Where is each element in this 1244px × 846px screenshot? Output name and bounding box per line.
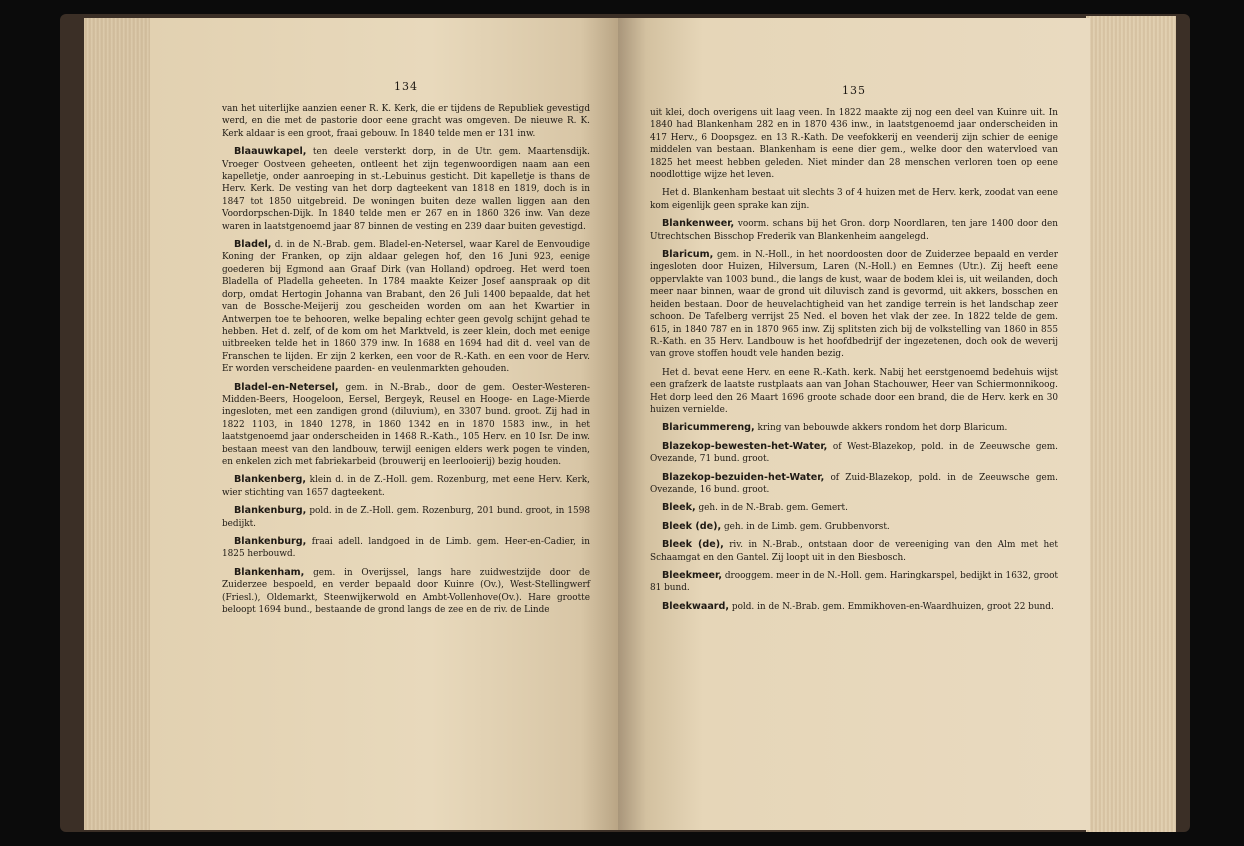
entry-headword: Bleek, bbox=[662, 502, 696, 514]
dictionary-entry bbox=[222, 474, 590, 499]
entry-text: ten deele versterkt dorp, in de Utr. gem. Maartensdijk. Vroeger Oostveen geheeten, ontleent het zijn tegenwoordigen naam aan een kapelletje, onder aanroeping in st.-Lebuinus gesticht. Dit kapelletje is thans de Herv. Kerk. De vesting van het dorp dagteekent van 1818 en 1819, doch is in 1847 tot 1850 uitgebreid. De woningen buiten deze wallen liggen aan den Voordorpschen-Dijk. In 1840 telde men er 267 en in 1860 326 inw. Van deze waren in laatstgenoemd jaar 87 binnen de vesting en 239 daar buiten gevestigd. bbox=[222, 147, 590, 232]
left-page-edges bbox=[84, 18, 154, 830]
dictionary-entry bbox=[650, 601, 1058, 613]
entry-text: riv. in N.-Brab., ontstaan door de vereeniging van den Alm met het Schaamgat en den Gantel. Zij loopt uit in den Biesbosch. bbox=[650, 540, 1059, 563]
entry-text: pold. in de Z.-Holl. gem. Rozenburg, 201 bund. groot, in 1598 bedijkt. bbox=[222, 506, 590, 529]
right-page bbox=[618, 18, 1090, 830]
entry-text: uit klei, doch overigens uit laag veen. In 1822 maakte zij nog een deel van Kuinre uit. In 1840 had Blankenham 282 en in 1870 436 inw., in laatstgenoemd jaar onderscheiden in 417 Herv., 6 Doopsgez. en 13 R.-Kath. De veefokkerij en veenderij zijn schier de eenige middelen van bestaan. Blankenham is eene dier gem., welke door den watervloed van 1825 het meest hebben geleden. Niet minder dan 28 menschen verloren toen op eene noodlottige wijze het leven. bbox=[650, 108, 1058, 181]
dictionary-entry bbox=[650, 218, 1058, 243]
entry-text: klein d. in de Z.-Holl. gem. Rozenburg, met eene Herv. Kerk, wier stichting van 1657 dagteekent. bbox=[222, 475, 590, 498]
left-page-number: 134 bbox=[394, 80, 418, 93]
dictionary-entry bbox=[650, 441, 1058, 466]
dictionary-entry bbox=[222, 103, 590, 140]
dictionary-entry bbox=[650, 521, 1058, 533]
entry-headword: Bleekwaard, bbox=[662, 600, 730, 612]
entry-text: kring van bebouwde akkers rondom het dorp Blaricum. bbox=[754, 423, 1008, 434]
entry-headword: Blankenweer, bbox=[662, 218, 735, 230]
entry-headword: Bladel, bbox=[234, 239, 272, 251]
entry-text: fraai adell. landgoed in de Limb. gem. Heer-en-Cadier, in 1825 herbouwd. bbox=[222, 537, 590, 560]
entry-text: gem. in N.-Brab., door de gem. Oester-Westeren-Midden-Beers, Hoogeloon, Eersel, Bergeyk, Reusel en Hooge- en Lage-Mierde ingesloten, met een zandigen grond (diluvium), en 3307 bund. groot. Zij had in 1822 1103, in 1840 1278, in 1860 1342 en in 1870 1583 inw., in het laatstgenoemd jaar onderscheiden in 1468 R.-Kath., 105 Herv. en 10 Isr. De inw. bestaan meest van den landbouw, terwijl eenigen elders werk pogen te vinden, en enkelen zich met fabriekarbeid (brouwerij en leerlooierij) bezig houden. bbox=[222, 382, 590, 467]
entry-text: geh. in de N.-Brab. gem. Gemert. bbox=[695, 503, 848, 514]
entry-headword: Blazekop-bewesten-het-Water, bbox=[662, 440, 828, 452]
dictionary-entry bbox=[222, 536, 590, 561]
entry-headword: Bleek (de), bbox=[662, 520, 722, 532]
left-page-text bbox=[222, 103, 590, 616]
entry-headword: Blaricummereng, bbox=[662, 422, 755, 434]
entry-headword: Blazekop-bezuiden-het-Water, bbox=[662, 471, 825, 483]
entry-headword: Blankenburg, bbox=[234, 505, 307, 517]
entry-headword: Blaricum, bbox=[662, 249, 714, 261]
entry-text: geh. in de Limb. gem. Grubbenvorst. bbox=[721, 521, 890, 532]
entry-text: gem. in Overijssel, langs hare zuidwestzijde door de Zuiderzee bespoeld, en verder bepaald door Kuinre (Ov.), West-Stellingwerf (Friesl.), Oldemarkt, Steenwijkerwold en Ambt-Vollenhove(Ov.). Hare grootte beloopt 1694 bund., bestaande de grond langs de zee en de riv. de Linde bbox=[222, 567, 590, 616]
entry-text: drooggem. meer in de N.-Holl. gem. Haringkarspel, bedijkt in 1632, groot 81 bund. bbox=[650, 571, 1058, 594]
entry-headword: Blankenburg, bbox=[234, 536, 307, 547]
dictionary-entry bbox=[222, 505, 590, 530]
dictionary-entry bbox=[222, 239, 590, 375]
entry-text: Het d. bevat eene Herv. en eene R.-Kath. kerk. Nabij het eerstgenoemd bedehuis wijst een grafzerk de laatste rustplaats aan van Johan Stachouwer, Heer van Schiermonnikoog. Het dorp leed den 26 Maart 1696 groote schade door een brand, die de Herv. kerk en 30 huizen vernielde. bbox=[650, 367, 1058, 415]
dictionary-entry bbox=[650, 570, 1058, 595]
dictionary-entry bbox=[650, 249, 1058, 361]
left-page bbox=[150, 18, 618, 830]
right-page-edges bbox=[1086, 16, 1176, 832]
dictionary-entry bbox=[222, 382, 590, 469]
entry-headword: Bleek (de), bbox=[662, 539, 724, 551]
entry-headword: Blankenberg, bbox=[234, 474, 306, 486]
entry-text: voorm. schans bij het Gron. dorp Noordlaren, ten jare 1400 door den Utrechtschen Bisschop Frederik van Blankenheim aangelegd. bbox=[650, 219, 1058, 242]
entry-text: gem. in N.-Holl., in het noordoosten door de Zuiderzee bepaald en verder ingesloten door Huizen, Hilversum, Laren (N.-Holl.) en Eemnes (Utr.). Zij heeft eene oppervlakte van 1003 bund., die langs de kust, waar de bodem klei is, uit weilanden, doch meer naar binnen, waar de grond uit diluvisch zand is gevormd, uit akkers, bosschen en heiden bestaan. Door de heuvelachtigheid van het zandige terrein is het landschap zeer schoon. De Tafelberg verrijst 25 Ned. el boven het vlak der zee. In 1822 telde de gem. 615, in 1840 787 en in 1870 965 inw. Zij splitsten zich bij de volkstelling van 1860 in 855 R.-Kath. en 35 Herv. Landbouw is het hoofdbedrijf der ingezetenen, doch ook de weverij van grove stoffen houdt vele handen bezig. bbox=[650, 250, 1058, 360]
dictionary-entry bbox=[650, 472, 1058, 497]
right-page-number: 135 bbox=[842, 84, 866, 97]
dictionary-entry bbox=[650, 502, 1058, 514]
dictionary-entry bbox=[650, 187, 1058, 212]
entry-headword: Blaauwkapel, bbox=[234, 146, 307, 158]
entry-text: of Zuid-Blazekop, pold. in de Zeeuwsche gem. Ovezande, 16 bund. groot. bbox=[650, 472, 1058, 495]
entry-text: of West-Blazekop, pold. in de Zeeuwsche gem. Ovezande, 71 bund. groot. bbox=[650, 441, 1058, 465]
entry-text: pold. in de N.-Brab. gem. Emmikhoven-en-Waardhuizen, groot 22 bund. bbox=[729, 601, 1054, 612]
entry-text: d. in de N.-Brab. gem. Bladel-en-Netersel, waar Karel de Eenvoudige Koning der Franken, op zijn aldaar gelegen hof, den 16 Juni 923, eenige goederen bij Egmond aan Graaf Dirk (van Holland) opdroeg. Het werd toen Bladella of Pladella geheeten. In 1784 maakte Keizer Josef aanspraak op dit dorp, omdat Hertogin Johanna van Brabant, den 26 Juli 1400 bepaalde, dat het van de Bossche-Meijerij zou gescheiden worden om aan het Kwartier in Antwerpen toe te behooren, welke bepaling echter geen gevolg schijnt gehad te hebben. Het d. zelf, of de kom om het Marktveld, is zeer klein, doch met eenige uitbreeken telde het in 1860 379 inw. In 1688 en 1694 had dit d. veel van de Franschen te lijden. Er zijn 2 kerken, een voor de R.-Kath. en een voor de Herv. Er worden verscheidene paarden- en veulenmarkten gehouden. bbox=[222, 240, 590, 375]
entry-headword: Bleekmeer, bbox=[662, 570, 722, 581]
right-page-text bbox=[650, 107, 1058, 613]
entry-headword: Bladel-en-Netersel, bbox=[234, 381, 339, 393]
dictionary-entry bbox=[222, 567, 590, 617]
entry-text: van het uiterlijke aanzien eener R. K. Kerk, die er tijdens de Republiek gevestigd werd, en die met de pastorie door eene gracht was omgeven. De nieuwe R. K. Kerk aldaar is een groot, fraai gebouw. In 1840 telde men er 131 inw. bbox=[222, 104, 590, 139]
entry-text: Het d. Blankenham bestaat uit slechts 3 of 4 huizen met de Herv. kerk, zoodat van eene kom eigenlijk geen sprake kan zijn. bbox=[650, 188, 1058, 211]
dictionary-entry bbox=[222, 146, 590, 233]
entry-headword: Blankenham, bbox=[234, 566, 305, 578]
dictionary-entry bbox=[650, 422, 1058, 434]
dictionary-entry bbox=[650, 539, 1058, 564]
dictionary-entry bbox=[650, 367, 1058, 417]
dictionary-entry bbox=[650, 107, 1058, 181]
